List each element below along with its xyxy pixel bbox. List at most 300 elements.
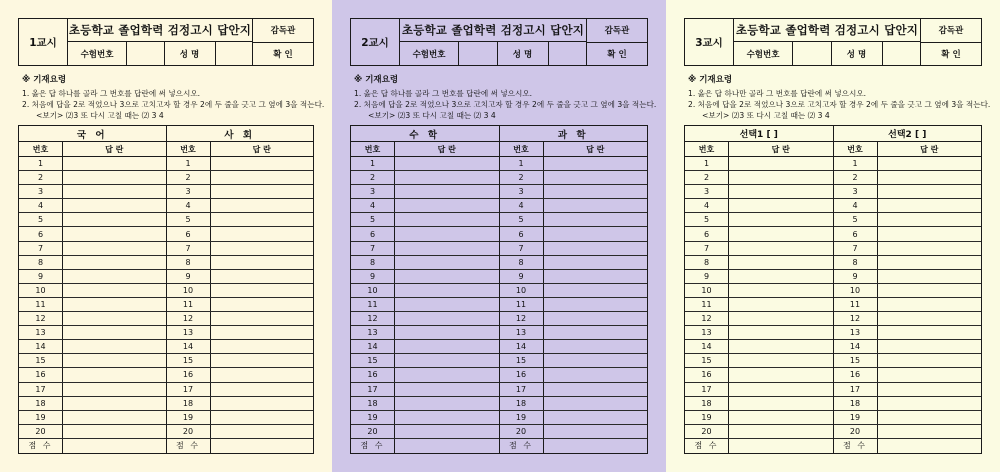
row-number: 5	[685, 213, 729, 226]
table-row	[500, 298, 648, 312]
answer-cell[interactable]	[544, 326, 648, 339]
table-row	[685, 368, 833, 382]
table-row	[19, 354, 166, 368]
answer-cell[interactable]	[395, 368, 499, 381]
answer-cell[interactable]	[63, 242, 166, 255]
sheet-3-left-column	[685, 142, 834, 453]
answer-cell[interactable]	[729, 397, 833, 410]
row-number: 5	[351, 213, 395, 226]
row-number: 10	[19, 284, 63, 297]
answer-cell[interactable]	[878, 368, 982, 381]
answer-cell[interactable]	[544, 354, 648, 367]
table-row	[167, 227, 314, 241]
table-row	[500, 256, 648, 270]
sheet-2-header	[350, 18, 648, 66]
answer-cell[interactable]	[544, 312, 648, 325]
table-row	[500, 213, 648, 227]
row-number: 14	[685, 340, 729, 353]
table-row	[167, 383, 314, 397]
answer-cell[interactable]	[211, 213, 314, 226]
sheet-3-subject-row	[685, 126, 981, 142]
answer-cell[interactable]	[63, 397, 166, 410]
answer-cell[interactable]	[729, 354, 833, 367]
answer-cell[interactable]	[63, 213, 166, 226]
answer-cell[interactable]	[211, 368, 314, 381]
answer-cell[interactable]	[395, 354, 499, 367]
answer-cell[interactable]	[211, 326, 314, 339]
answer-cell[interactable]	[729, 298, 833, 311]
row-number: 9	[19, 270, 63, 283]
row-number: 15	[167, 354, 211, 367]
table-row	[167, 354, 314, 368]
table-row	[834, 411, 982, 425]
row-number: 2	[167, 171, 211, 184]
answer-cell[interactable]	[729, 270, 833, 283]
row-number: 20	[834, 425, 878, 438]
answer-cell[interactable]	[211, 171, 314, 184]
table-row	[500, 368, 648, 382]
row-number: 16	[19, 368, 63, 381]
table-row	[685, 411, 833, 425]
sheet-3-left-colheader	[685, 142, 833, 157]
answer-cell[interactable]	[878, 199, 982, 212]
sheet-1-supervisor-confirm-label: 확 인	[273, 49, 293, 60]
table-row	[685, 256, 833, 270]
answer-cell[interactable]	[878, 171, 982, 184]
row-number: 5	[500, 213, 544, 226]
row-number: 12	[685, 312, 729, 325]
answer-cell[interactable]	[63, 256, 166, 269]
answer-cell[interactable]	[729, 199, 833, 212]
score-cell[interactable]	[544, 439, 648, 453]
answer-cell[interactable]	[63, 354, 166, 367]
row-number: 2	[19, 171, 63, 184]
table-row	[19, 270, 166, 284]
answer-cell[interactable]	[544, 270, 648, 283]
answer-cell[interactable]	[63, 425, 166, 438]
row-number: 3	[167, 185, 211, 198]
table-row	[19, 425, 166, 439]
row-number: 1	[167, 157, 211, 170]
answer-cell[interactable]	[395, 284, 499, 297]
row-number: 3	[834, 185, 878, 198]
table-row	[351, 199, 499, 213]
sheet-2-name-input[interactable]	[549, 42, 587, 65]
answer-cell[interactable]	[878, 312, 982, 325]
score-cell[interactable]	[878, 439, 982, 453]
sheet-1-title: 초등학교 졸업학력 검정고시 답안지	[68, 19, 252, 42]
answer-cell[interactable]	[544, 171, 648, 184]
table-row	[167, 270, 314, 284]
score-cell[interactable]	[729, 439, 833, 453]
answer-cell[interactable]	[878, 284, 982, 297]
answer-cell[interactable]	[211, 383, 314, 396]
row-number: 7	[167, 242, 211, 255]
answer-cell[interactable]	[878, 256, 982, 269]
answer-cell[interactable]	[544, 256, 648, 269]
sheet-1-left-colheader	[19, 142, 166, 157]
row-number: 18	[167, 397, 211, 410]
table-row	[19, 213, 166, 227]
table-row	[167, 340, 314, 354]
answer-cell[interactable]	[729, 242, 833, 255]
sheet-3-period-label: 3교시	[685, 19, 734, 65]
row-number: 19	[500, 411, 544, 424]
row-number: 13	[351, 326, 395, 339]
answer-cell[interactable]	[544, 185, 648, 198]
table-row	[834, 171, 982, 185]
table-row	[500, 171, 648, 185]
answer-cell[interactable]	[544, 411, 648, 424]
table-row	[19, 298, 166, 312]
answer-sheet-3	[666, 0, 1000, 472]
row-number: 3	[500, 185, 544, 198]
answer-cell[interactable]	[729, 312, 833, 325]
answer-cell[interactable]	[878, 213, 982, 226]
table-row	[19, 340, 166, 354]
answer-cell[interactable]	[729, 383, 833, 396]
sheet-1-instruction-1: 1. 옳은 답 하나를 골라 그 번호를 답란에 써 넣으시오.	[22, 89, 201, 98]
answer-cell[interactable]	[395, 326, 499, 339]
table-row	[500, 397, 648, 411]
answer-cell[interactable]	[878, 326, 982, 339]
row-number: 6	[685, 227, 729, 240]
sheet-2-right-colheader	[500, 142, 648, 157]
row-number: 9	[351, 270, 395, 283]
sheet-2-title: 초등학교 졸업학력 검정고시 답안지	[400, 19, 586, 42]
table-row	[500, 157, 648, 171]
row-number: 20	[500, 425, 544, 438]
answer-cell[interactable]	[63, 185, 166, 198]
answer-cell[interactable]	[544, 298, 648, 311]
row-number: 15	[19, 354, 63, 367]
answer-cell[interactable]	[395, 270, 499, 283]
table-row	[167, 298, 314, 312]
sheet-1-exam-number-input[interactable]	[127, 42, 165, 65]
sheet-1-right-col-ans: 답 란	[252, 144, 271, 154]
row-number: 13	[500, 326, 544, 339]
answer-cell[interactable]	[544, 199, 648, 212]
row-number: 20	[685, 425, 729, 438]
answer-cell[interactable]	[211, 284, 314, 297]
sheet-3-name-input[interactable]	[883, 42, 921, 65]
answer-cell[interactable]	[729, 171, 833, 184]
score-cell[interactable]	[395, 439, 499, 453]
row-number: 16	[351, 368, 395, 381]
answer-cell[interactable]	[878, 383, 982, 396]
score-label: 점 수	[351, 439, 395, 453]
sheet-3-name-label: 성 명	[832, 42, 883, 65]
row-number: 8	[834, 256, 878, 269]
table-row-score	[685, 439, 833, 453]
sheet-2-fields	[400, 42, 586, 65]
sheet-1-instructions	[22, 73, 325, 121]
row-number: 17	[19, 383, 63, 396]
row-number: 1	[351, 157, 395, 170]
table-row	[19, 326, 166, 340]
answer-cell[interactable]	[878, 242, 982, 255]
sheet-2-exam-number-input[interactable]	[459, 42, 498, 65]
row-number: 17	[351, 383, 395, 396]
answer-cell[interactable]	[544, 213, 648, 226]
score-label: 점 수	[167, 439, 211, 453]
table-row	[685, 354, 833, 368]
answer-cell[interactable]	[211, 157, 314, 170]
answer-cell[interactable]	[878, 354, 982, 367]
sheet-1-name-label: 성 명	[165, 42, 216, 65]
row-number: 17	[500, 383, 544, 396]
answer-cell[interactable]	[63, 411, 166, 424]
table-row	[351, 411, 499, 425]
answer-cell[interactable]	[211, 425, 314, 438]
sheet-3-supervisor-label: 감독관	[921, 19, 981, 43]
row-number: 7	[834, 242, 878, 255]
answer-cell[interactable]	[211, 411, 314, 424]
answer-cell[interactable]	[211, 298, 314, 311]
answer-cell[interactable]	[63, 383, 166, 396]
table-row-score	[19, 439, 166, 453]
answer-cell[interactable]	[395, 157, 499, 170]
row-number: 19	[167, 411, 211, 424]
sheet-2-subject-row	[351, 126, 647, 142]
score-cell[interactable]	[211, 439, 314, 453]
table-row	[351, 425, 499, 439]
table-row	[834, 354, 982, 368]
row-number: 14	[167, 340, 211, 353]
answer-cell[interactable]	[878, 185, 982, 198]
sheet-1-left-col-num: 번호	[19, 142, 63, 156]
score-cell[interactable]	[63, 439, 166, 453]
sheet-3-left-col-num: 번호	[685, 142, 729, 156]
answer-cell[interactable]	[878, 340, 982, 353]
sheet-2-right-col-num: 번호	[500, 142, 544, 156]
row-number: 4	[500, 199, 544, 212]
sheet-2-subject-left: 수 학	[351, 126, 500, 141]
answer-cell[interactable]	[878, 425, 982, 438]
row-number: 8	[351, 256, 395, 269]
answer-cell[interactable]	[544, 227, 648, 240]
answer-cell[interactable]	[211, 242, 314, 255]
answer-cell[interactable]	[544, 157, 648, 170]
answer-cell[interactable]	[544, 397, 648, 410]
sheet-1-header	[18, 18, 314, 66]
table-row	[685, 227, 833, 241]
answer-cell[interactable]	[63, 270, 166, 283]
answer-cell[interactable]	[878, 270, 982, 283]
table-row	[834, 199, 982, 213]
row-number: 4	[685, 199, 729, 212]
answer-cell[interactable]	[63, 157, 166, 170]
answer-cell[interactable]	[544, 368, 648, 381]
row-number: 19	[19, 411, 63, 424]
answer-cell[interactable]	[544, 340, 648, 353]
sheet-2-instruction-1: 1. 옳은 답 하나를 골라 그 번호를 답란에 써 넣으시오.	[354, 89, 533, 98]
answer-cell[interactable]	[395, 411, 499, 424]
row-number: 7	[19, 242, 63, 255]
answer-cell[interactable]	[211, 227, 314, 240]
table-row	[834, 227, 982, 241]
table-row	[351, 354, 499, 368]
sheet-1-subject-right: 사 회	[224, 129, 256, 141]
answer-cell[interactable]	[63, 368, 166, 381]
answer-cell[interactable]	[395, 185, 499, 198]
row-number: 4	[834, 199, 878, 212]
table-row	[351, 185, 499, 199]
answer-cell[interactable]	[211, 185, 314, 198]
row-number: 1	[19, 157, 63, 170]
answer-cell[interactable]	[729, 256, 833, 269]
answer-cell[interactable]	[395, 199, 499, 212]
answer-cell[interactable]	[729, 284, 833, 297]
table-row	[500, 425, 648, 439]
answer-cell[interactable]	[878, 397, 982, 410]
sheet-2-instructions-title: ※ 기재요령	[354, 75, 399, 85]
answer-cell[interactable]	[63, 340, 166, 353]
answer-cell[interactable]	[395, 242, 499, 255]
sheet-2-instructions	[354, 73, 657, 121]
answer-cell[interactable]	[211, 256, 314, 269]
answer-cell[interactable]	[63, 227, 166, 240]
sheet-1-name-input[interactable]	[216, 42, 253, 65]
table-row	[685, 425, 833, 439]
row-number: 13	[834, 326, 878, 339]
table-row	[351, 326, 499, 340]
row-number: 15	[351, 354, 395, 367]
table-row	[834, 270, 982, 284]
answer-cell[interactable]	[63, 298, 166, 311]
answer-cell[interactable]	[878, 227, 982, 240]
row-number: 16	[685, 368, 729, 381]
score-label: 점 수	[19, 439, 63, 453]
table-row	[167, 312, 314, 326]
table-row	[167, 425, 314, 439]
sheet-3-exam-number-input[interactable]	[793, 42, 832, 65]
answer-cell[interactable]	[544, 284, 648, 297]
table-row	[351, 213, 499, 227]
row-number: 10	[685, 284, 729, 297]
row-number: 9	[167, 270, 211, 283]
sheet-1-header-middle	[68, 19, 253, 65]
row-number: 11	[167, 298, 211, 311]
answer-cell[interactable]	[729, 411, 833, 424]
answer-cell[interactable]	[63, 284, 166, 297]
row-number: 6	[834, 227, 878, 240]
answer-cell[interactable]	[729, 368, 833, 381]
sheet-3-instruction-example: <보기> ⑵3 또 다시 고칠 때는 ⑵ 3 4	[702, 111, 830, 120]
sheet-2-supervisor-confirm-label: 확 인	[607, 49, 627, 60]
answer-cell[interactable]	[395, 213, 499, 226]
answer-cell[interactable]	[395, 312, 499, 325]
answer-cell[interactable]	[729, 340, 833, 353]
row-number: 9	[500, 270, 544, 283]
answer-cell[interactable]	[211, 354, 314, 367]
row-number: 15	[834, 354, 878, 367]
answer-cell[interactable]	[544, 425, 648, 438]
sheet-3-right-col-ans: 답 란	[920, 144, 939, 154]
row-number: 2	[351, 171, 395, 184]
sheet-1-right-column	[167, 142, 314, 453]
sheet-2-name-label: 성 명	[498, 42, 549, 65]
answer-cell[interactable]	[395, 397, 499, 410]
table-row	[351, 270, 499, 284]
answer-cell[interactable]	[395, 171, 499, 184]
row-number: 6	[351, 227, 395, 240]
answer-cell[interactable]	[395, 256, 499, 269]
answer-cell[interactable]	[211, 340, 314, 353]
row-number: 20	[167, 425, 211, 438]
answer-cell[interactable]	[395, 425, 499, 438]
answer-cell[interactable]	[729, 227, 833, 240]
sheet-2-exam-number-label: 수험번호	[400, 42, 459, 65]
answer-cell[interactable]	[395, 340, 499, 353]
answer-cell[interactable]	[729, 157, 833, 170]
row-number: 10	[351, 284, 395, 297]
answer-cell[interactable]	[395, 227, 499, 240]
answer-cell[interactable]	[544, 242, 648, 255]
sheet-2-left-colheader	[351, 142, 499, 157]
answer-cell[interactable]	[395, 383, 499, 396]
table-row	[351, 171, 499, 185]
answer-cell[interactable]	[395, 298, 499, 311]
row-number: 8	[500, 256, 544, 269]
row-number: 1	[834, 157, 878, 170]
table-row	[685, 284, 833, 298]
row-number: 13	[685, 326, 729, 339]
table-row	[685, 397, 833, 411]
answer-cell[interactable]	[729, 185, 833, 198]
answer-cell[interactable]	[63, 199, 166, 212]
answer-cell[interactable]	[211, 397, 314, 410]
table-row	[685, 340, 833, 354]
table-row	[685, 326, 833, 340]
answer-cell[interactable]	[63, 326, 166, 339]
row-number: 19	[351, 411, 395, 424]
answer-cell[interactable]	[211, 270, 314, 283]
table-row	[685, 298, 833, 312]
answer-sheet-2	[332, 0, 666, 472]
sheet-1-left-col-ans: 답 란	[105, 144, 124, 154]
table-row	[19, 368, 166, 382]
table-row	[167, 397, 314, 411]
sheet-3-exam-number-label: 수험번호	[734, 42, 793, 65]
answer-cell[interactable]	[729, 425, 833, 438]
answer-cell[interactable]	[63, 312, 166, 325]
answer-cell[interactable]	[878, 411, 982, 424]
answer-cell[interactable]	[544, 383, 648, 396]
row-number: 7	[500, 242, 544, 255]
row-number: 3	[685, 185, 729, 198]
answer-cell[interactable]	[729, 326, 833, 339]
answer-cell[interactable]	[211, 199, 314, 212]
answer-cell[interactable]	[211, 312, 314, 325]
sheet-3-header	[684, 18, 982, 66]
sheet-2-left-col-ans: 답 란	[437, 144, 456, 154]
table-row	[685, 383, 833, 397]
sheet-1-fields	[68, 42, 252, 65]
row-number: 12	[351, 312, 395, 325]
row-number: 6	[167, 227, 211, 240]
row-number: 3	[19, 185, 63, 198]
table-row	[834, 185, 982, 199]
row-number: 6	[500, 227, 544, 240]
answer-cell[interactable]	[63, 171, 166, 184]
answer-cell[interactable]	[878, 298, 982, 311]
table-row	[167, 284, 314, 298]
row-number: 12	[19, 312, 63, 325]
answer-cell[interactable]	[729, 213, 833, 226]
answer-cell[interactable]	[878, 157, 982, 170]
table-row	[19, 397, 166, 411]
